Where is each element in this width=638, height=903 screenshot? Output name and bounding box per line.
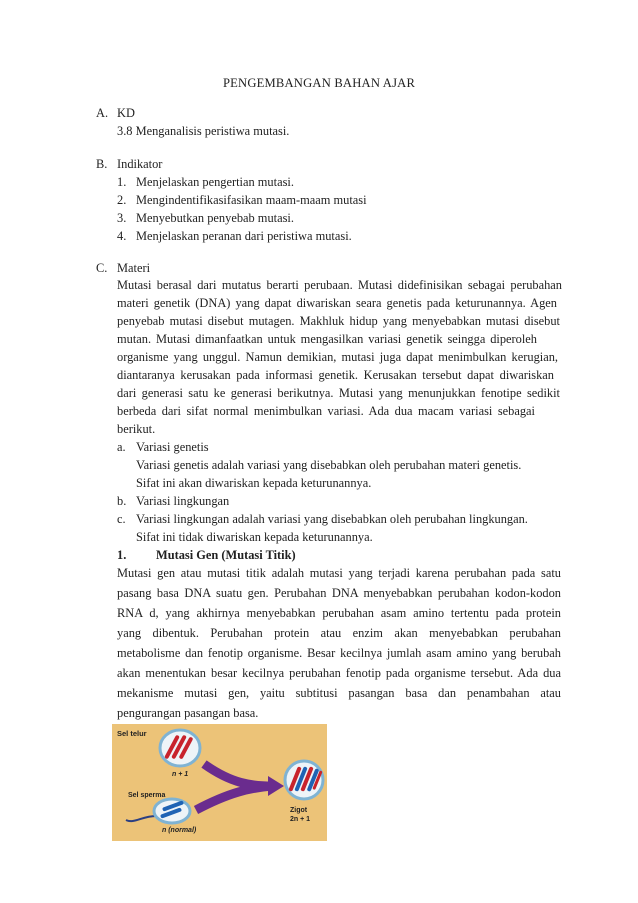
materi-line: dari generasi satu ke generasi berikutnya. Mutasi yang menunjukkan fenotipe sedikit [117, 386, 560, 400]
mutation-figure [112, 724, 327, 841]
subsection-line: RNA d, yang akhirnya menyebabkan perubahan asam amino tertentu pada protein [117, 606, 561, 620]
subitem-desc: Sifat ini akan diwariskan kepada keturunannya. [136, 476, 372, 490]
subitem-heading: Variasi genetis [136, 440, 209, 454]
label-sperm: Sel sperma [128, 792, 166, 799]
subitem-heading: Variasi lingkungan [136, 494, 230, 508]
subitem-desc: Variasi genetis adalah variasi yang disebabkan oleh perubahan materi genetis. [136, 458, 522, 472]
indikator-item: Mengindentifikasifasikan maam-maam mutasi [136, 193, 367, 207]
subitem-marker: b. [117, 494, 127, 508]
indikator-num: 2. [117, 193, 127, 207]
materi-line: berikut. [117, 422, 156, 436]
section-b-heading: Indikator [117, 157, 163, 171]
kd-item: 3.8 Menganalisis peristiwa mutasi. [117, 124, 290, 138]
subitem-marker: c. [117, 512, 126, 526]
subsection-line: akan menentukan besar kecilnya perubahan fenotip pada organisme tersebut. Ada dua [117, 666, 561, 680]
section-c-marker: C. [96, 261, 108, 275]
indikator-num: 1. [117, 175, 127, 189]
subsection-line: pasang basa DNA suatu gen. Perubahan DNA menyebabkan perubahan kodon-kodon [117, 586, 561, 600]
subsection-line: metabolisme dan fenotip organisme. Besar kecilnya jumlah asam amino yang berubah [117, 646, 561, 660]
subitem-heading: Variasi lingkungan adalah variasi yang disebabkan oleh perubahan lingkungan. [136, 512, 528, 526]
label-egg-n: n + 1 [172, 771, 189, 778]
indikator-item: Menjelaskan peranan dari peristiwa mutasi. [136, 229, 352, 243]
label-sperm-n: n (normal) [162, 827, 197, 834]
section-a-heading: KD [117, 106, 135, 120]
materi-line: organisme yang unggul. Namun demikian, mutasi juga dapat menimbulkan kerugian, [117, 350, 558, 364]
page-title: PENGEMBANGAN BAHAN AJAR [222, 76, 416, 90]
indikator-num: 4. [117, 229, 127, 243]
egg-cell [160, 730, 200, 766]
section-a-marker: A. [96, 106, 109, 120]
subsection-line: mekanisme mutasi gen, yaitu subtitusi pasangan basa dan penambahan atau [117, 686, 561, 700]
section-b-marker: B. [96, 157, 108, 171]
subsection-line: pengurangan pasangan basa. [117, 706, 259, 720]
indikator-item: Menyebutkan penyebab mutasi. [136, 211, 294, 225]
indikator-item: Menjelaskan pengertian mutasi. [136, 175, 294, 189]
subsection-line: yang dibentuk. Perubahan protein atau enzim akan menyebabkan perubahan [117, 626, 561, 640]
label-zygote: Zigot [290, 807, 308, 814]
subsection-number: 1. [117, 548, 127, 562]
materi-line: penyebab mutasi disebut mutagen. Makhluk hidup yang menyebabkan mutasi disebut [117, 314, 560, 328]
subitem-marker: a. [117, 440, 126, 454]
section-c-heading: Materi [117, 261, 151, 275]
subsection-heading: Mutasi Gen (Mutasi Titik) [156, 548, 296, 562]
label-egg: Sel telur [117, 729, 147, 738]
materi-line: Mutasi berasal dari mutatus berarti perubaan. Mutasi didefinisikan sebagai perubahan [117, 278, 562, 292]
indikator-num: 3. [117, 211, 127, 225]
subitem-desc: Sifat ini tidak diwariskan kepada keturunannya. [136, 530, 373, 544]
materi-line: materi genetik (DNA) yang dapat diwariskan seara genetis pada keturunannya. Agen [117, 296, 557, 310]
zygote-cell [285, 761, 323, 799]
subsection-line: Mutasi gen atau mutasi titik adalah mutasi yang terjadi karena perubahan pada satu [117, 566, 561, 580]
materi-line: mutan. Mutasi dimanfaatkan untuk mengasilkan variasi genetik seingga diperoleh [117, 332, 537, 346]
materi-line: berbeda dari sifat normal menimbulkan variasi. Ada dua macam variasi sebagai [117, 404, 535, 418]
label-zygote-n: 2n + 1 [290, 816, 311, 823]
materi-line: diantaranya kerusakan pada informasi genetik. Kerusakan tersebut dapat diwariskan [117, 368, 554, 382]
